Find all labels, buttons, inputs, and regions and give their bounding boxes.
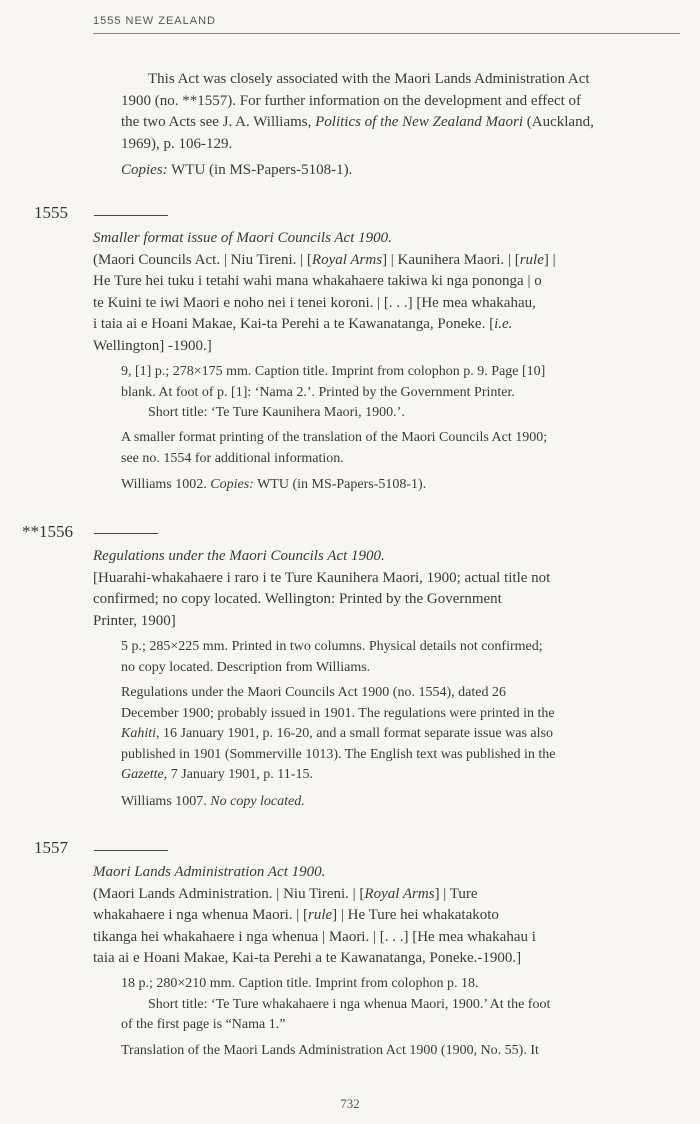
intro-line: the two Acts see J. A. Williams, Politics of the New Zealand Maori (Auckland, <box>121 114 594 130</box>
entry-1555-physical <box>121 362 681 424</box>
entry-transcription: confirmed; no copy located. Wellington: Printed by the Government <box>93 591 502 607</box>
running-head: 1555 NEW ZEALAND <box>93 15 680 34</box>
entry-1555-notes <box>121 428 681 496</box>
entry-1557 <box>93 862 681 970</box>
entry-rule <box>94 215 168 216</box>
entry-transcription: (Maori Lands Administration. | Niu Tireni. | [Royal Arms] | Ture <box>93 885 478 902</box>
entry-transcription: te Kuini te iwi Maori e noho nei i tenei koroni. | [. . .] [He mea whakahau, <box>93 294 536 311</box>
physical-line: 18 p.; 280×210 mm. Caption title. Imprint from colophon p. 18. <box>121 976 479 991</box>
physical-line: 5 p.; 285×225 mm. Printed in two columns. Physical details not confirmed; <box>121 639 543 654</box>
intro-line: 1969), p. 106-129. <box>121 135 233 152</box>
entry-title: Maori Lands Administration Act 1900. <box>93 864 326 880</box>
physical-line: blank. At foot of p. [1]: ‘Nama 2.’. Printed by the Government Printer. <box>121 384 515 400</box>
entry-transcription: tikanga hei whakahaere i nga whenua | Maori. | [. . .] [He mea whakahau i <box>93 928 536 945</box>
short-title: Short title: ‘Te Ture whakahaere i nga whenua Maori, 1900.’ At the foot <box>148 996 551 1012</box>
entry-1556 <box>93 546 681 632</box>
note-line: see no. 1554 for additional information. <box>121 450 344 466</box>
entry-number: 1555 <box>34 203 68 222</box>
entry-rule <box>94 850 168 851</box>
intro-line: 1900 (no. **1557). For further information on the development and effect of <box>121 92 582 109</box>
note-line: Kahiti, 16 January 1901, p. 16-20, and a small format separate issue was also <box>121 726 553 741</box>
williams-ref: Williams 1002. Copies: WTU (in MS-Papers-5108-1). <box>121 477 427 492</box>
entry-rule <box>94 533 158 534</box>
intro-line: This Act was closely associated with the Maori Lands Administration Act <box>148 71 590 87</box>
entry-1557-notes <box>121 1041 681 1062</box>
entry-transcription: taia ai e Hoani Makae, Kai-ta Perehi a te Kawanatanga, Poneke.-1900.] <box>93 950 522 966</box>
williams-ref: Williams 1007. No copy located. <box>121 793 305 809</box>
entry-1556-notes <box>121 683 681 812</box>
entry-transcription: whakahaere i nga whenua Maori. | [rule] | He Ture hei whakatakoto <box>93 907 499 923</box>
entry-transcription: (Maori Councils Act. | Niu Tireni. | [Royal Arms] | Kaunihera Maori. | [rule] | <box>93 251 556 268</box>
physical-line: of the first page is “Nama 1.” <box>121 1017 286 1032</box>
note-line: Translation of the Maori Lands Administration Act 1900 (1900, No. 55). It <box>121 1043 539 1058</box>
entry-transcription: [Huarahi-whakahaere i raro i te Ture Kaunihera Maori, 1900; actual title not <box>93 569 551 586</box>
entry-1556-physical <box>121 637 681 678</box>
note-line: published in 1901 (Sommerville 1013). The English text was published in the <box>121 746 556 762</box>
entry-transcription: i taia ai e Hoani Makae, Kai-ta Perehi a te Kawanatanga, Poneke. [i.e. <box>93 316 513 332</box>
entry-number: **1556 <box>22 522 73 541</box>
intro-block <box>121 69 680 182</box>
entry-number: 1557 <box>34 838 68 857</box>
physical-line: 9, [1] p.; 278×175 mm. Caption title. Imprint from colophon p. 9. Page [10] <box>121 364 546 379</box>
short-title: Short title: ‘Te Ture Kaunihera Maori, 1900.’. <box>148 405 405 420</box>
entry-transcription: Wellington] -1900.] <box>93 337 212 354</box>
physical-line: no copy located. Description from Williams. <box>121 659 371 675</box>
entry-1557-physical <box>121 974 681 1036</box>
intro-copies: Copies: WTU (in MS-Papers-5108-1). <box>121 162 353 178</box>
page-number: 732 <box>340 1096 360 1111</box>
note-line: December 1900; probably issued in 1901. The regulations were printed in the <box>121 705 555 721</box>
entry-transcription: He Ture hei tuku i tetahi wahi mana whakahaere takiwa ki nga ponongа | o <box>93 273 542 289</box>
entry-title: Smaller format issue of Maori Councils Act 1900. <box>93 230 392 246</box>
note-line: Gazette, 7 January 1901, p. 11-15. <box>121 767 313 782</box>
note-line: A smaller format printing of the translation of the Maori Councils Act 1900; <box>121 430 548 445</box>
entry-title: Regulations under the Maori Councils Act 1900. <box>93 548 385 564</box>
entry-1555 <box>93 228 681 357</box>
entry-transcription: Printer, 1900] <box>93 612 176 629</box>
note-line: Regulations under the Maori Councils Act 1900 (no. 1554), dated 26 <box>121 685 506 700</box>
